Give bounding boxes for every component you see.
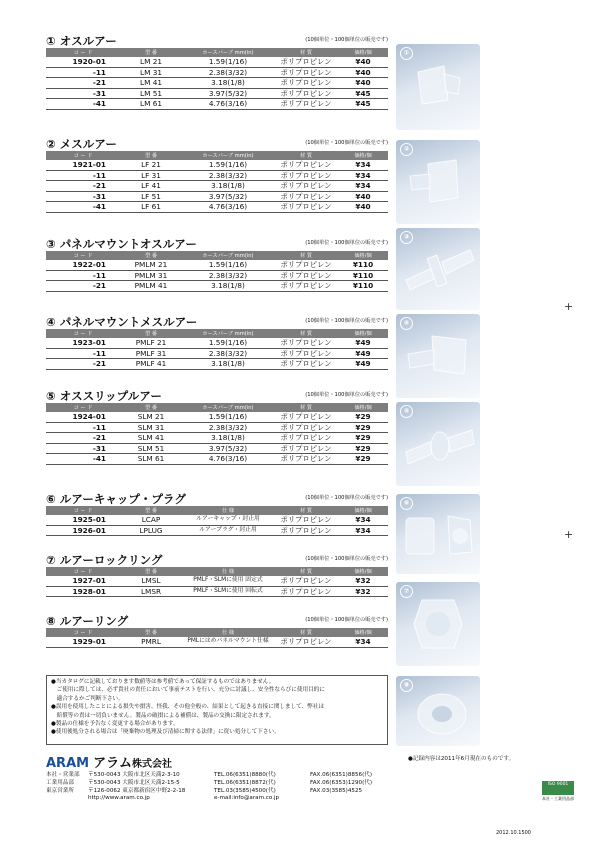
table-row: 1923-01 PMLF 21 1.59(1/16) ポリプロピレン ¥49 xyxy=(46,338,388,348)
note-line: 適合するかご判断下さい。 xyxy=(51,695,124,702)
section-note: (10個単位・100個単位の販売です) xyxy=(305,556,388,562)
section-title: ⑦ ルアーロックリング xyxy=(46,553,163,567)
section-title: ⑧ ルアーリング xyxy=(46,614,129,628)
contact-row: 東京営業所 〒126-0062 東京都新宿区中野2-2-18 TEL.03(3585)4500(代) FAX.03(3585)4525 xyxy=(46,787,363,794)
product-photo-1 xyxy=(396,44,480,130)
table-row: -11 LM 31 2.38(3/32) ポリプロピレン ¥40 xyxy=(46,67,388,78)
section-note: (10個単位・100個単位の販売です) xyxy=(305,392,388,398)
photo-number: ② xyxy=(400,143,413,156)
table-row: 1928-01 LMSR PMLF・SLMに使用 回転式 ポリプロピレン ¥32 xyxy=(46,586,388,597)
product-table: コ ー ド 型 番 ホースバーブ mm(in) 材 質 価格/個 1921-01 LF 21 1.59(1/16) ポリプロピレン ¥34 -11 LF 31 2.38(3/32) ポリプロピレン ¥34 -21 LF 41 3.18(1/8) ポリプロピレン ¥34 -31 LF 51 3.97(5/32) ポリプロピレン ¥40 -41 LF 61 4.76(3/16) ポリプロピレン ¥40 xyxy=(46,151,388,213)
contact-row xyxy=(46,795,372,803)
product-photo-3 xyxy=(396,228,480,310)
section-note: (10個単位・100個単位の販売です) xyxy=(305,140,388,146)
table-row: -11 PMLM 31 2.38(3/32) ポリプロピレン ¥110 xyxy=(46,270,388,281)
photo-number: ⑥ xyxy=(400,497,413,510)
table-row: 1925-01 LCAP ルアーキャップ・封止用 ポリプロピレン ¥34 xyxy=(46,515,388,525)
table-row: -11 LF 31 2.38(3/32) ポリプロピレン ¥34 xyxy=(46,170,388,181)
table-row: -21 PMLM 41 3.18(1/8) ポリプロピレン ¥110 xyxy=(46,281,388,292)
note-line: ●使用後処分される場合は「廃棄物の処理及び清掃に関する法律」に従い処分して下さい。 xyxy=(51,729,280,736)
contact-row: 本社・営業部 〒530-0043 大阪市北区天満2-3-10 TEL.06(6351)8880(代) FAX.06(6351)8856(代) xyxy=(46,772,373,778)
table-row: -41 LM 61 4.76(3/16) ポリプロピレン ¥45 xyxy=(46,99,388,110)
company-logo: ARAM xyxy=(46,756,90,771)
section-panel-female-luer xyxy=(46,315,388,370)
table-row: 1927-01 LMSL PMLF・SLMに使用 固定式 ポリプロピレン ¥32 xyxy=(46,576,388,586)
product-photo-8 xyxy=(396,676,480,746)
section-title: ① オスルアー xyxy=(46,34,117,48)
contact-row: 工業用品部 〒530-0043 大阪市北区天満2-15-5 TEL.06(6351)8872(代) FAX.06(6353)1290(代) xyxy=(46,779,373,786)
table-row: 1920-01 LM 21 1.59(1/16) ポリプロピレン ¥40 xyxy=(46,57,388,67)
product-photo-6 xyxy=(396,494,480,574)
section-note: (10個単位・100個単位の販売です) xyxy=(305,617,388,623)
registration-mark: + xyxy=(564,528,574,541)
section-male-luer xyxy=(46,34,388,110)
contact-list xyxy=(46,772,372,803)
photo-number: ① xyxy=(400,47,413,60)
photo-number: ③ xyxy=(400,231,413,244)
table-row: 1929-01 PMRL PMLにはめパネルマウント仕様 ポリプロピレン ¥34 xyxy=(46,637,388,647)
section-slip-male-luer xyxy=(46,389,388,465)
section-lock-ring xyxy=(46,553,388,597)
table-row: -31 SLM 51 3.97(5/32) ポリプロピレン ¥29 xyxy=(46,443,388,454)
iso-certification-badge: ISO 9001 xyxy=(542,781,574,795)
section-title: ③ パネルマウントオスルアー xyxy=(46,237,197,251)
table-row: -21 LM 41 3.18(1/8) ポリプロピレン ¥40 xyxy=(46,78,388,89)
photo-number: ⑧ xyxy=(400,679,413,692)
table-row: -21 PMLF 41 3.18(1/8) ポリプロピレン ¥49 xyxy=(46,359,388,370)
product-photo-4 xyxy=(396,314,480,398)
product-table: コ ー ド 型 番 仕 様 材 質 価格/個 1925-01 LCAP ルアーキャップ・封止用 ポリプロピレン ¥34 1926-01 LPLUG ルアープラグ・封止用 ポリプロピレン ¥34 xyxy=(46,506,388,536)
product-table: コ ー ド 型 番 ホースバーブ mm(in) 材 質 価格/個 1924-01 SLM 21 1.59(1/16) ポリプロピレン ¥29 -11 SLM 31 2.38(3/32) ポリプロピレン ¥29 -21 SLM 41 3.18(1/8) ポリプロピレン ¥29 -31 SLM 51 3.97(5/32) ポリプロピレン ¥29 -41 SLM 61 4.76(3/16) ポリプロピレン ¥29 xyxy=(46,403,388,465)
registration-mark: + xyxy=(564,300,574,313)
table-row: 1922-01 PMLM 21 1.59(1/16) ポリプロピレン ¥110 xyxy=(46,260,388,270)
table-row: 1924-01 SLM 21 1.59(1/16) ポリプロピレン ¥29 xyxy=(46,412,388,422)
notes-box xyxy=(46,675,388,745)
photo-number: ④ xyxy=(400,317,413,330)
product-table: コ ー ド 型 番 ホースバーブ mm(in) 材 質 価格/個 1922-01 PMLM 21 1.59(1/16) ポリプロピレン ¥110 -11 PMLM 31 2.38(3/32) ポリプロピレン ¥110 -21 PMLM 41 3.18(1/8) ポリプロピレン ¥110 xyxy=(46,251,388,292)
website-link[interactable]: http://www.aram.co.jp xyxy=(88,795,150,802)
product-table: コ ー ド 型 番 ホースバーブ mm(in) 材 質 価格/個 1923-01 PMLF 21 1.59(1/16) ポリプロピレン ¥49 -11 PMLF 31 2.38(3/32) ポリプロピレン ¥49 -21 PMLF 41 3.18(1/8) ポリプロピレン ¥49 xyxy=(46,329,388,370)
table-row: -41 LF 61 4.76(3/16) ポリプロピレン ¥40 xyxy=(46,202,388,213)
section-female-luer xyxy=(46,137,388,213)
photo-number: ⑤ xyxy=(400,405,413,418)
section-title: ⑤ オススリップルアー xyxy=(46,389,162,403)
product-table: コ ー ド 型 番 仕 様 材 質 価格/個 1927-01 LMSL PMLF・SLMに使用 固定式 ポリプロピレン ¥32 1928-01 LMSR PMLF・SLMに使用 回転式 ポリプロピレン ¥32 xyxy=(46,567,388,597)
table-row: -31 LF 51 3.97(5/32) ポリプロピレン ¥40 xyxy=(46,191,388,202)
section-note: (10個単位・100個単位の販売です) xyxy=(305,37,388,43)
section-title: ④ パネルマウントメスルアー xyxy=(46,315,198,329)
section-note: (10個単位・100個単位の販売です) xyxy=(305,318,388,324)
company-suffix: 株式会社 xyxy=(131,759,172,770)
section-cap-plug xyxy=(46,492,388,536)
table-row: -41 SLM 61 4.76(3/16) ポリプロピレン ¥29 xyxy=(46,454,388,465)
company-name: アラム xyxy=(93,756,132,771)
product-photo-7 xyxy=(396,582,480,666)
table-row: 1921-01 LF 21 1.59(1/16) ポリプロピレン ¥34 xyxy=(46,160,388,170)
section-note: (10個単位・100個単位の販売です) xyxy=(305,495,388,501)
section-title: ② メスルアー xyxy=(46,137,117,151)
table-row: 1926-01 LPLUG ルアープラグ・封止用 ポリプロピレン ¥34 xyxy=(46,525,388,536)
photo-number: ⑦ xyxy=(400,585,413,598)
section-title: ⑥ ルアーキャップ・プラグ xyxy=(46,492,186,506)
print-number: 2012.10.1500 xyxy=(496,830,531,836)
table-row: -11 SLM 31 2.38(3/32) ポリプロピレン ¥29 xyxy=(46,422,388,433)
table-row: -11 PMLF 31 2.38(3/32) ポリプロピレン ¥49 xyxy=(46,348,388,359)
product-table: コ ー ド 型 番 仕 様 材 質 価格/個 1929-01 PMRL PMLにはめパネルマウント仕様 ポリプロピレン ¥34 xyxy=(46,628,388,648)
product-photo-5 xyxy=(396,402,480,486)
section-note: (10個単位・100個単位の販売です) xyxy=(305,240,388,246)
note-line: ●当カタログに記載しております数値等は参考値であって保証するものではありません。 xyxy=(51,679,275,685)
note-line: ●製品の仕様を予告なく変更する場合があります。 xyxy=(51,721,179,728)
email-link[interactable]: e-mail:info@aram.co.jp xyxy=(214,795,280,802)
table-row: -21 LF 41 3.18(1/8) ポリプロピレン ¥34 xyxy=(46,181,388,192)
note-line: ご使用に際しては、必ず貴社の責任において事前テストを行い、充分に討議し、安全性ならびに使用目的に xyxy=(51,687,325,694)
product-photo-2 xyxy=(396,140,480,224)
section-luer-ring xyxy=(46,614,388,648)
table-row: -31 LM 51 3.97(5/32) ポリプロピレン ¥45 xyxy=(46,88,388,99)
company-brand xyxy=(46,752,172,771)
table-row: -21 SLM 41 3.18(1/8) ポリプロピレン ¥29 xyxy=(46,433,388,444)
note-line: 賠償等の責は一切負いません。製品の破損による補償は、製品の交換に限定されます。 xyxy=(51,712,275,719)
iso-caption: 本社・工業用品部 xyxy=(542,796,574,801)
note-line: ●誤用を使用したことによる損失や損害、怪我、その他全般の、結果として起きる直接に関しまして、弊社は xyxy=(51,704,325,711)
recorded-date-note: ●記録内容は2011年6月現在のものです。 xyxy=(408,756,515,762)
product-table: コ ー ド 型 番 ホースバーブ mm(in) 材 質 価格/個 1920-01 LM 21 1.59(1/16) ポリプロピレン ¥40 -11 LM 31 2.38(3/32) ポリプロピレン ¥40 -21 LM 41 3.18(1/8) ポリプロピレン ¥40 -31 LM 51 3.97(5/32) ポリプロピレン ¥45 -41 LM 61 4.76(3/16) ポリプロピレン ¥45 xyxy=(46,48,388,110)
section-panel-male-luer xyxy=(46,237,388,292)
